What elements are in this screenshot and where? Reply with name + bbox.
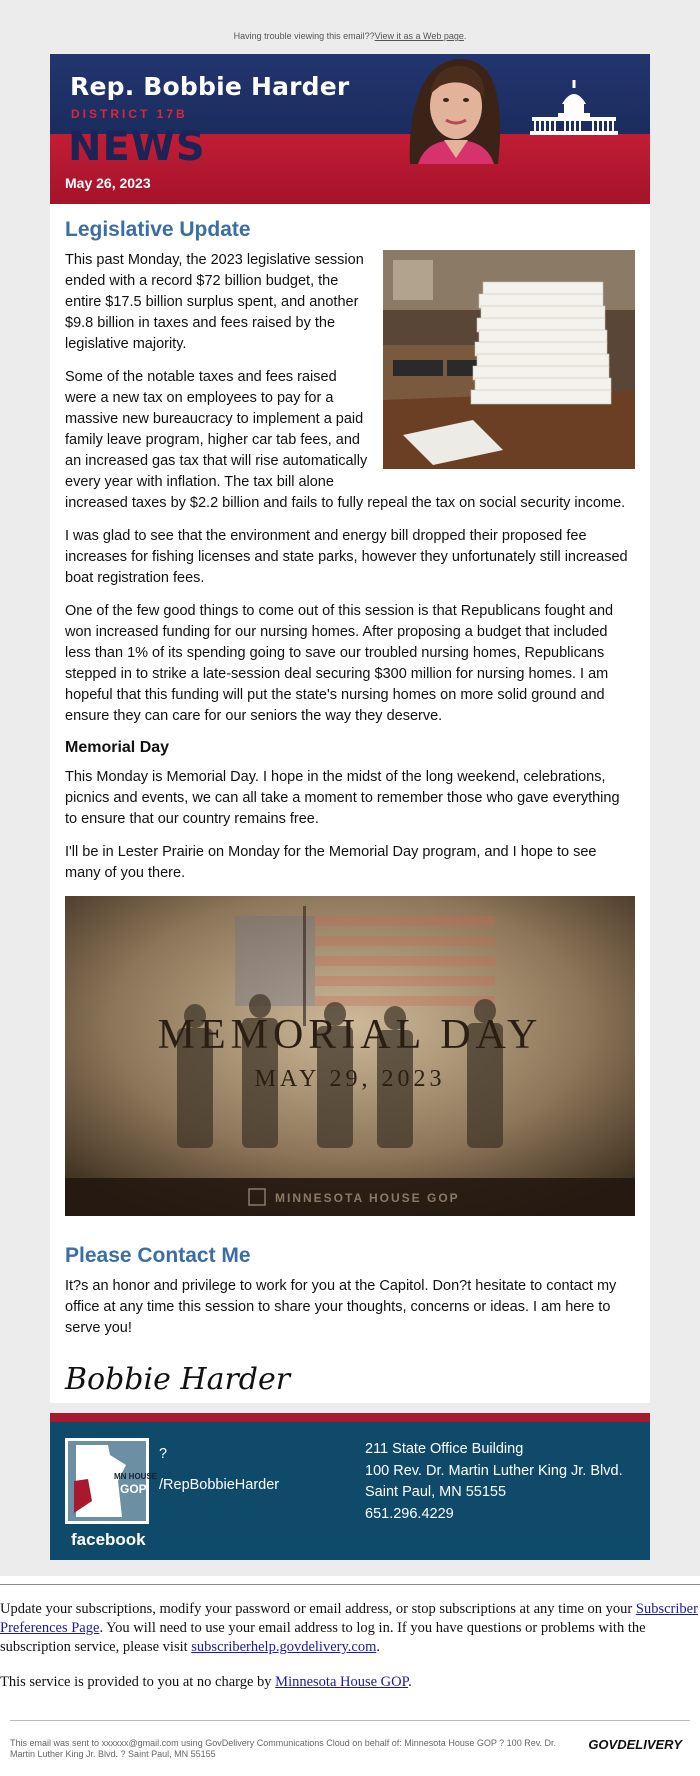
- service-notice: This service is provided to you at no charge by Minnesota House GOP.: [0, 1674, 412, 1690]
- mn-house-gop-logo[interactable]: [65, 1438, 158, 1524]
- fine-print: [10, 1720, 690, 1760]
- legislative-update-heading: Legislative Update: [65, 218, 251, 241]
- legislative-paragraph-4: One of the few good things to come out of this session is that Republicans fought and won increased funding for our nursing homes. After proposing a budget that included less than 1% of its spending going to save our troubled nursing homes, Republicans stepped in to strike a late-session deal securing $300 million for nursing homes. I am hopeful that this funding will put the state's nursing homes on more solid ground and ensure they can care for our seniors the way they deserve.: [65, 603, 614, 724]
- district-label: DISTRICT 17B: [71, 107, 188, 121]
- social-links: [159, 1439, 279, 1501]
- rep-portrait: [388, 54, 518, 164]
- news-title: NEWS: [68, 124, 206, 170]
- legislative-paragraph-1: This past Monday, the 2023 legislative session ended with a record $72 billion budget, the entire $17.5 billion surplus spent, and another $9.8 billion in taxes and fees raised by the legislative majority.: [65, 252, 364, 352]
- memorial-day-heading: Memorial Day: [65, 739, 170, 756]
- newsletter-header: [50, 54, 650, 204]
- main-content: [50, 204, 650, 1403]
- contact-heading: Please Contact Me: [65, 1244, 251, 1267]
- capitol-icon: [528, 80, 620, 138]
- subscription-notice: Update your subscriptions, modify your password or email address, or stop subscriptions at any time on your Subscriber Preferences Page. You will need to use your email address to log in. If you have questions or problems with the subscription service, please visit subscriberhelp.govdelivery.com.: [0, 1601, 698, 1655]
- subscriber-help-link[interactable]: subscriberhelp.govdelivery.com: [191, 1639, 377, 1655]
- subscription-footer: [0, 1584, 700, 1760]
- legislative-paragraph-3: I was glad to see that the environment and energy bill dropped their proposed fee increases for fishing licenses and state parks, however they unfortunately still increased boat registration fees.: [65, 528, 628, 586]
- memorial-image-credit: MINNESOTA HOUSE GOP: [275, 1191, 460, 1205]
- office-address: [365, 1439, 623, 1525]
- address-line-3: Saint Paul, MN 55155: [365, 1484, 507, 1500]
- memorial-paragraph-2: I'll be in Lester Prairie on Monday for the Memorial Day program, and I hope to see many of you there.: [65, 844, 597, 881]
- issue-date: May 26, 2023: [65, 175, 151, 191]
- memorial-image-title: MEMORIAL DAY: [157, 1012, 543, 1058]
- memorial-image-date: MAY 29, 2023: [254, 1066, 446, 1092]
- govdelivery-logo[interactable]: GOVDELIVERY: [588, 1737, 682, 1752]
- memorial-paragraph-1: This Monday is Memorial Day. I hope in the midst of the long weekend, celebrations, picnics and events, we can all take a moment to remember those who gave everything to ensure that our country remains free.: [65, 769, 620, 827]
- fine-print-text: This email was sent to xxxxxx@gmail.com using GovDelivery Communications Cloud on behalf of: Minnesota House GOP ? 100 Rev. Dr. Martin Luther King Jr. Blvd. ? Saint Paul, MN 55155: [10, 1738, 557, 1759]
- facebook-label[interactable]: facebook: [71, 1530, 146, 1549]
- email-body: [50, 54, 650, 1560]
- trouble-text: Having trouble viewing this email??: [233, 31, 375, 41]
- memorial-day-image: [65, 896, 635, 1216]
- social-unknown-icon[interactable]: ?: [159, 1446, 168, 1462]
- facebook-handle-link[interactable]: /RepBobbieHarder: [159, 1477, 280, 1493]
- rep-name: Rep. Bobbie Harder: [70, 72, 350, 101]
- minnesota-house-gop-link[interactable]: Minnesota House GOP: [275, 1674, 409, 1690]
- address-line-1: 211 State Office Building: [365, 1441, 524, 1457]
- footer-accent-bar: [50, 1413, 650, 1422]
- logo-line-1: MN HOUSE: [114, 1472, 158, 1481]
- logo-line-2: GOP: [120, 1482, 147, 1496]
- view-web-page-link[interactable]: View it as a Web page: [374, 31, 464, 41]
- contact-footer: [50, 1422, 650, 1560]
- subscriber-preferences-link[interactable]: Subscriber Preferences Page: [0, 1601, 698, 1636]
- signature: [65, 1351, 635, 1403]
- legislative-paragraph-2: Some of the notable taxes and fees raised were a new tax on employees to pay for a massive new bureaucracy to implement a paid family leave program, higher car tab fees, and an increased gas tax that will rise automatically every year with inflation. The tax bill alone increased taxes by $2.2 billion and fails to fully repeal the tax on social security income.: [65, 369, 626, 511]
- contact-paragraph: It?s an honor and privilege to work for you at the Capitol. Don?t hesitate to contact my office at any time this session to share your thoughts, concerns or ideas. I am here to serve you!: [65, 1278, 617, 1336]
- phone-number[interactable]: 651.296.4229: [365, 1505, 454, 1522]
- signature-text: Bobbie Harder: [65, 1362, 291, 1397]
- trouble-viewing-notice: Having trouble viewing this email??View it as a Web page.: [233, 31, 467, 41]
- budget-bills-photo: [383, 250, 635, 469]
- address-line-2: 100 Rev. Dr. Martin Luther King Jr. Blvd.: [365, 1462, 623, 1479]
